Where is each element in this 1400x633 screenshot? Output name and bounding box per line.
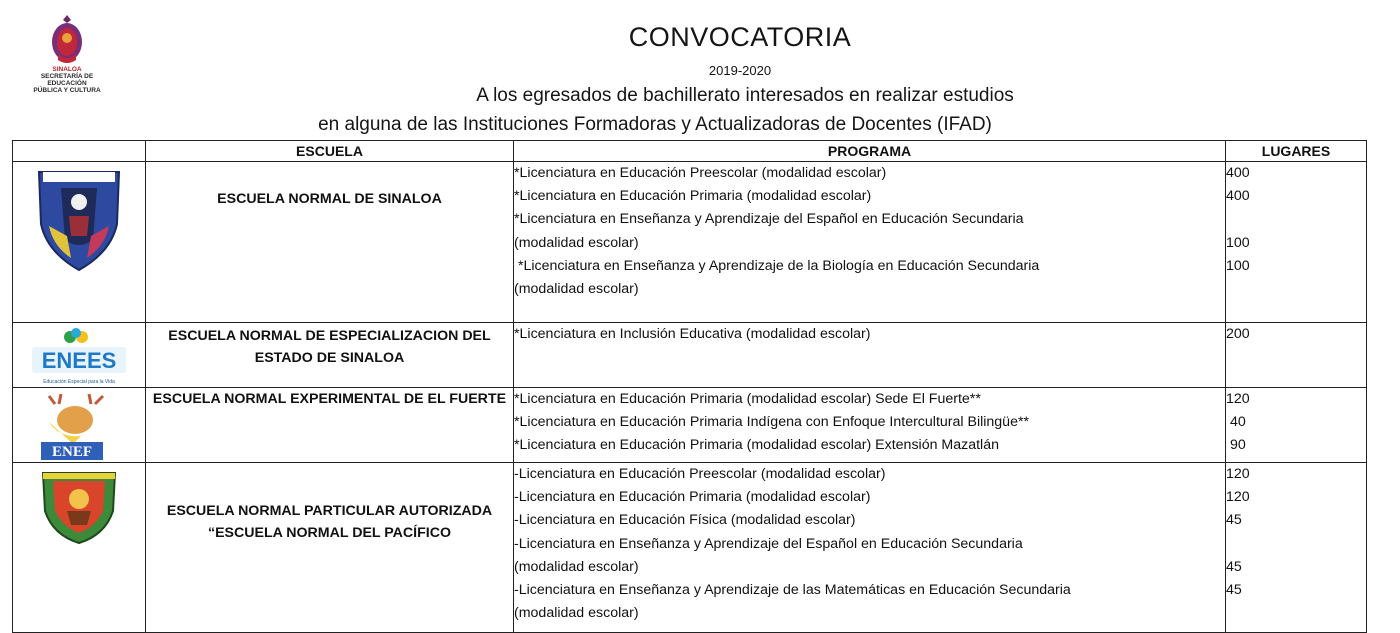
- header-logo-cell: [13, 141, 146, 162]
- program-line: *Licenciatura en Educación Primaria Indígena con Enfoque Intercultural Bilingüe**: [514, 414, 1030, 431]
- lugares-value: [1226, 278, 1366, 301]
- program-line: (modalidad escolar): [514, 234, 639, 251]
- program-line: *Licenciatura en Enseñanza y Aprendizaje del Español en Educación Secundaria: [514, 211, 1024, 228]
- program-line: -Licenciatura en Educación Primaria (modalidad escolar): [514, 489, 871, 506]
- lugares-value: 400: [1226, 165, 1250, 181]
- lugares-value: 100: [1226, 257, 1250, 274]
- lugares-list: [1226, 463, 1367, 633]
- intro-line-1: A los egresados de bachillerato interesados en realizar estudios: [476, 85, 1014, 106]
- document-year: 2019-2020: [708, 63, 772, 78]
- program-line: *Licenciatura en Educación Primaria (modalidad escolar) Sede El Fuerte**: [514, 391, 981, 407]
- program-line: *Licenciatura en Inclusión Educativa (modalidad escolar): [514, 326, 871, 342]
- school-logo-cell: [13, 463, 146, 633]
- lugares-list: [1226, 162, 1367, 323]
- school-name: ESCUELA NORMAL PARTICULAR AUTORIZADA “ESCUELA NORMAL DEL PACÍFICO: [146, 463, 514, 633]
- logo-text-secretaria: SECRETARÍA DE: [40, 73, 94, 80]
- program-line: (modalidad escolar): [514, 558, 639, 575]
- lugares-value: 100: [1226, 234, 1250, 251]
- program-line: *Licenciatura en Educación Primaria (modalidad escolar): [514, 188, 872, 205]
- enees-logo-text: ENEES: [41, 348, 117, 373]
- lugares-value: [1226, 208, 1366, 231]
- table-row: [13, 162, 1367, 323]
- program-line: *Licenciatura en Enseñanza y Aprendizaje de la Biología en Educación Secundaria: [514, 257, 1040, 274]
- logo-text-sinaloa: SINALOA: [52, 66, 82, 73]
- lugares-value: 90: [1226, 437, 1246, 454]
- program-line: (modalidad escolar): [514, 281, 639, 298]
- enees-logo-caption: Educación Especial para la Vida: [43, 379, 115, 385]
- program-line: -Licenciatura en Enseñanza y Aprendizaje de las Matemáticas en Educación Secundaria: [514, 582, 1071, 599]
- lugares-value: 120: [1226, 391, 1250, 407]
- table-row: [13, 388, 1367, 463]
- enef-logo-icon: [29, 392, 129, 462]
- school-name: ESCUELA NORMAL DE SINALOA: [146, 162, 514, 323]
- enef-logo-text: ENEF: [51, 444, 93, 460]
- enees-logo-icon: [24, 327, 134, 387]
- lugares-list: [1226, 323, 1367, 388]
- logo-text-publica: PÚBLICA Y CULTURA: [33, 87, 101, 94]
- lugares-value: 45: [1226, 558, 1242, 575]
- program-list: [514, 162, 1226, 323]
- table-row: [13, 463, 1367, 633]
- column-header-lugares: LUGARES: [1226, 141, 1367, 162]
- lugares-value: 120: [1226, 466, 1250, 482]
- program-list: [514, 463, 1226, 633]
- school-logo-cell: [13, 323, 146, 388]
- lugares-value: [1226, 346, 1366, 369]
- program-line: (modalidad escolar): [514, 605, 639, 622]
- lugares-value: 45: [1226, 512, 1242, 529]
- program-list: [514, 388, 1226, 463]
- logo-text-educacion: EDUCACIÓN: [47, 80, 87, 87]
- lugares-value: 120: [1226, 489, 1250, 506]
- program-line: -Licenciatura en Educación Preescolar (modalidad escolar): [514, 466, 886, 482]
- program-line: *Licenciatura en Educación Primaria (modalidad escolar) Extensión Mazatlán: [514, 437, 999, 454]
- escuela-normal-sinaloa-shield-icon: [31, 166, 127, 274]
- lugares-list: [1226, 388, 1367, 463]
- institutions-table: [12, 140, 1367, 633]
- program-line: -Licenciatura en Enseñanza y Aprendizaje del Español en Educación Secundaria: [514, 535, 1023, 552]
- table-header-row: [13, 141, 1367, 162]
- document-title: CONVOCATORIA: [628, 22, 852, 52]
- column-header-programa: PROGRAMA: [514, 141, 1226, 162]
- school-name: ESCUELA NORMAL EXPERIMENTAL DE EL FUERTE: [146, 388, 514, 463]
- program-list: [514, 323, 1226, 388]
- program-line: *Licenciatura en Educación Preescolar (modalidad escolar): [514, 165, 887, 181]
- school-name: ESCUELA NORMAL DE ESPECIALIZACION DEL ESTADO DE SINALOA: [146, 323, 514, 388]
- lugares-value: 45: [1226, 581, 1242, 598]
- lugares-value: 40: [1226, 414, 1246, 431]
- program-line: -Licenciatura en Educación Física (modalidad escolar): [514, 512, 856, 529]
- escuela-normal-pacifico-shield-icon: [39, 467, 119, 547]
- lugares-value: 400: [1226, 188, 1250, 205]
- column-header-escuela: ESCUELA: [146, 141, 514, 162]
- lugares-value: 200: [1226, 326, 1250, 342]
- lugares-value: [1226, 533, 1366, 556]
- intro-line-2: en alguna de las Instituciones Formadoras y Actualizadoras de Docentes (IFAD): [318, 114, 992, 135]
- school-logo-cell: [13, 162, 146, 323]
- school-logo-cell: [13, 388, 146, 463]
- table-row: [13, 323, 1367, 388]
